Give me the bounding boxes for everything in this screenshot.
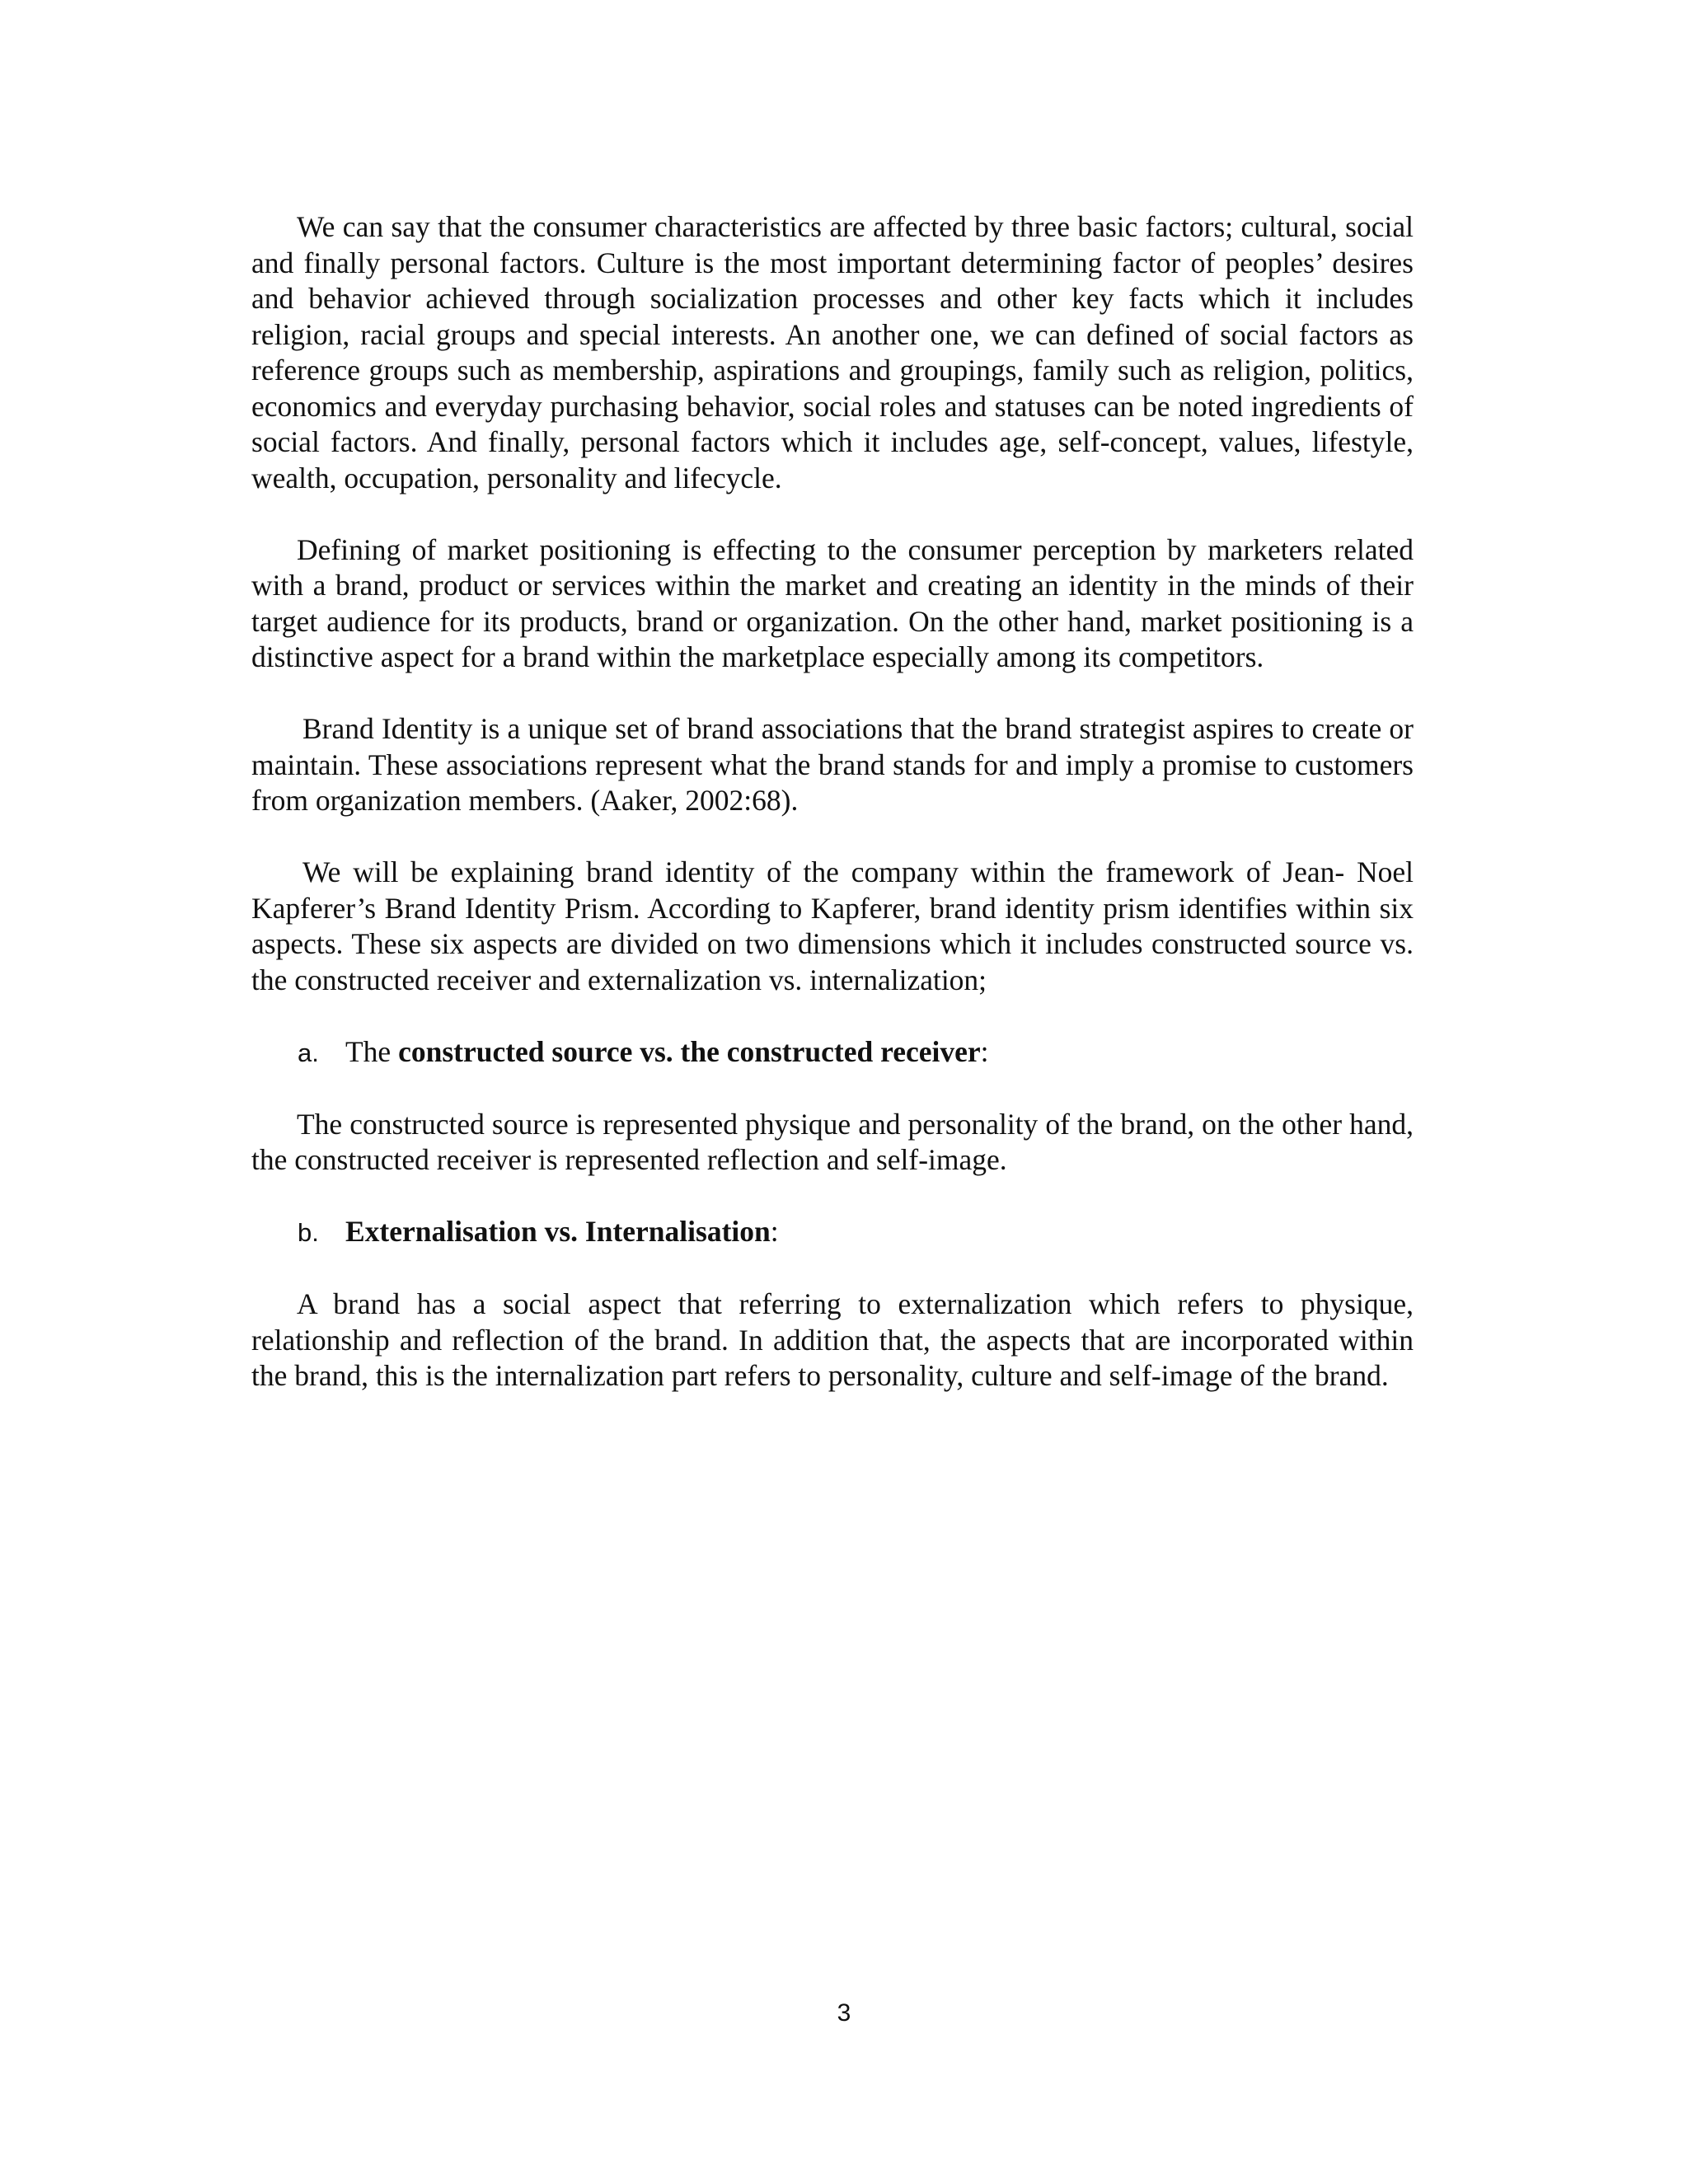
paragraph-consumer-characteristics: We can say that the consumer characteristics are affected by three basic factors; cultural, social and finally personal factors. Culture is the most important determining factor of peoples’ desires and behavior achieved through socialization processes and other key facts which it includes religion, racial groups and special interests. An another one, we can defined of social factors as reference groups such as membership, aspirations and groupings, family such as religion, politics, economics and everyday purchasing behavior, social roles and statuses can be noted ingredients of social factors. And finally, personal factors which it includes age, self-concept, values, lifestyle, wealth, occupation, personality and lifecycle.	[251, 210, 1414, 494]
heading-suffix: :	[980, 1034, 989, 1068]
heading-prefix: The	[345, 1034, 399, 1068]
heading-text	[345, 1214, 779, 1250]
paragraph-brand-identity-definition: Brand Identity is a unique set of brand associations that the brand strategist aspires to create or maintain. These associations represent what the brand stands for and imply a promise to customers from organization members. (Aaker, 2002:68).	[251, 712, 1414, 817]
heading-suffix: :	[770, 1215, 779, 1248]
heading-text	[345, 1034, 988, 1071]
page-number: 3	[837, 1999, 851, 2027]
paragraph-kapferer-prism: We will be explaining brand identity of the company within the framework of Jean- Noel Kapferer’s Brand Identity Prism. According to Kapferer, brand identity prism identifies within six aspects. These six aspects are divided on two dimensions which it includes constructed source vs. the constructed receiver and externalization vs. internalization;	[251, 855, 1414, 996]
paragraph-constructed-source: The constructed source is represented physique and personality of the brand, on the other hand, the constructed receiver is represented reflection and self-image.	[251, 1107, 1414, 1176]
list-marker-b: b.	[298, 1218, 319, 1247]
page-body	[251, 209, 1414, 1430]
heading-constructed-source	[251, 1034, 1414, 1071]
paragraph-externalization: A brand has a social aspect that referring to externalization which refers to physique, relationship and reflection of the brand. In addition that, the aspects that are incorporated within the brand, this is the internalization part refers to personality, culture and self-image of the brand.	[251, 1287, 1414, 1392]
heading-bold-text: constructed source vs. the constructed receiver	[398, 1034, 981, 1068]
paragraph-market-positioning: Defining of market positioning is effecting to the consumer perception by marketers related with a brand, product or services within the market and creating an identity in the minds of their target audience for its products, brand or organization. On the other hand, market positioning is a distinctive aspect for a brand within the marketplace especially among its competitors.	[251, 532, 1414, 673]
list-marker-a: a.	[298, 1038, 319, 1067]
heading-bold-text: Externalisation vs. Internalisation	[345, 1215, 771, 1248]
heading-externalisation	[251, 1214, 1414, 1251]
